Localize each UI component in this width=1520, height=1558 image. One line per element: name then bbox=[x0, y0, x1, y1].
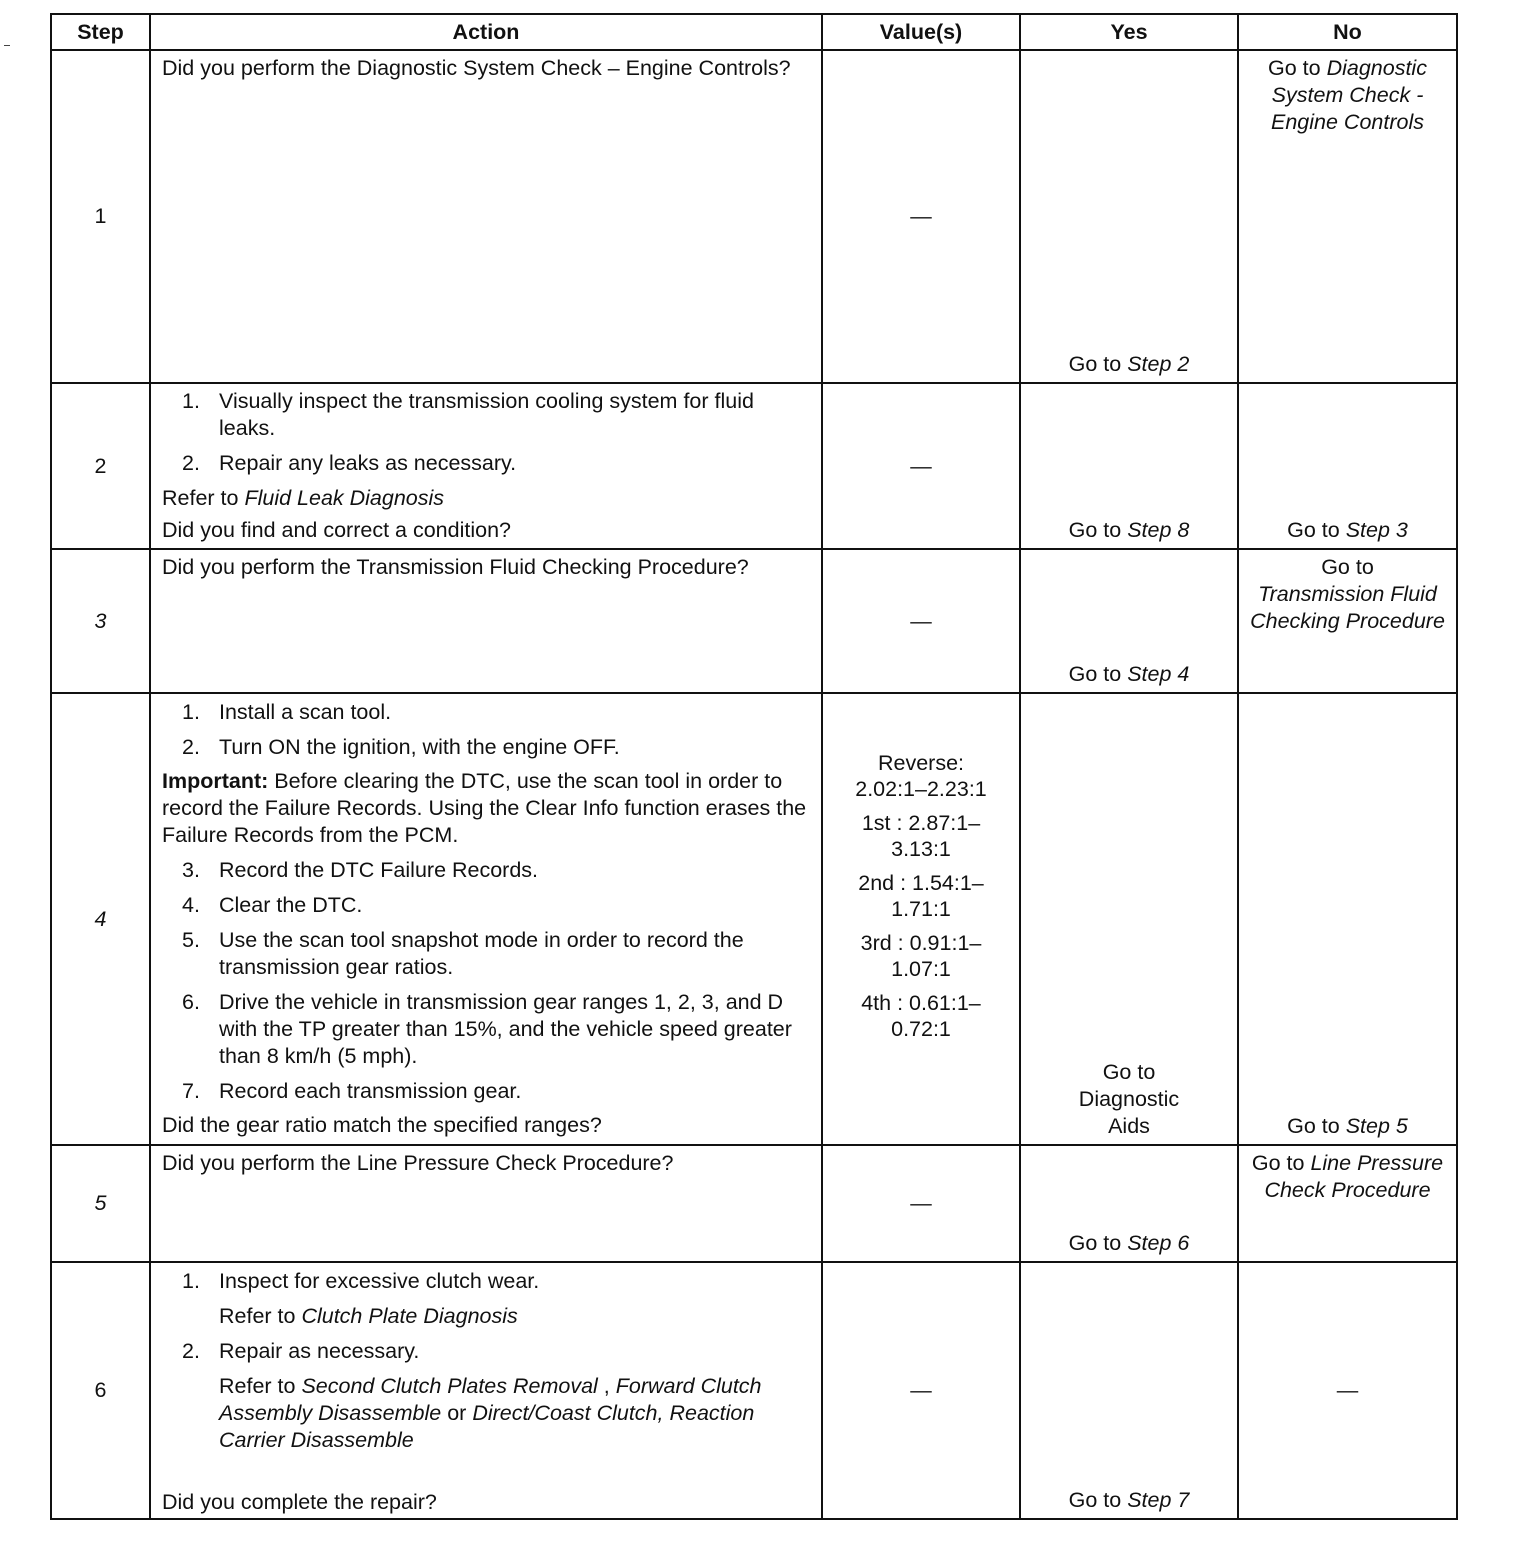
list-item: 1. Visually inspect the transmission cooling system for fluid leaks. bbox=[182, 389, 754, 440]
no-dash: — bbox=[1336, 1378, 1359, 1402]
refer-line: Refer to Fluid Leak Diagnosis bbox=[162, 486, 445, 510]
yes-link[interactable]: Step 7 bbox=[1127, 1488, 1190, 1512]
value-cell bbox=[822, 1145, 1020, 1262]
value-cell bbox=[822, 50, 1020, 383]
no-prefix: Go to bbox=[1268, 56, 1327, 80]
action-cell bbox=[150, 1262, 822, 1519]
no-link[interactable]: Diagnostic System Check - Engine Controls bbox=[1271, 56, 1427, 134]
yes-cell: Go to Step 6 bbox=[1020, 1145, 1238, 1262]
yes-cell: Go to Step 4 bbox=[1020, 549, 1238, 693]
yes-cell bbox=[1020, 50, 1238, 383]
step-number: 1 bbox=[51, 50, 150, 383]
no-prefix: Go to bbox=[1321, 555, 1374, 579]
gear-ratio: 2nd : 1.54:1–1.71:1 bbox=[858, 871, 984, 921]
table-row bbox=[51, 693, 1457, 1145]
refer-link[interactable]: Clutch Plate Diagnosis bbox=[301, 1304, 518, 1328]
no-cell: Go to Step 3 bbox=[1238, 383, 1457, 549]
yes-prefix: Go to bbox=[1068, 352, 1128, 376]
action-text: Did you perform the Diagnostic System Check – Engine Controls? bbox=[162, 56, 791, 80]
table-row bbox=[51, 383, 1457, 549]
list-item: 5. Use the scan tool snapshot mode in order to record the transmission gear ratios. bbox=[182, 928, 744, 979]
action-text: Did you perform the Transmission Fluid Checking Procedure? bbox=[162, 555, 749, 579]
refer-link[interactable]: Direct/Coast Clutch, Reaction Carrier Disassemble bbox=[219, 1401, 755, 1452]
diagnostic-table bbox=[50, 13, 1458, 1520]
list-item: 2. Repair as necessary. bbox=[182, 1339, 420, 1363]
value-dash: — bbox=[910, 608, 932, 633]
refer-link[interactable]: Fluid Leak Diagnosis bbox=[244, 486, 445, 510]
list-item: 2. Repair any leaks as necessary. bbox=[182, 451, 517, 475]
action-cell bbox=[150, 50, 822, 383]
table-row bbox=[51, 1262, 1457, 1519]
step-number: 4 bbox=[51, 693, 150, 1145]
step-number: 3 bbox=[51, 549, 150, 693]
question-text: Did the gear ratio match the specified ranges? bbox=[162, 1113, 602, 1137]
value-cell bbox=[822, 693, 1020, 1145]
value-cell bbox=[822, 383, 1020, 549]
value-dash: — bbox=[910, 204, 932, 228]
no-cell bbox=[1238, 1262, 1457, 1519]
step-number: 5 bbox=[51, 1145, 150, 1262]
yes-cell: Go to Step 7 bbox=[1020, 1262, 1238, 1519]
no-cell: Go to Line Pressure Check Procedure bbox=[1238, 1145, 1457, 1262]
action-cell bbox=[150, 383, 822, 549]
no-cell bbox=[1238, 50, 1457, 383]
gear-ratio: 3rd : 0.91:1–1.07:1 bbox=[860, 931, 982, 981]
header-yes: Yes bbox=[1020, 14, 1238, 50]
header-row bbox=[51, 14, 1457, 50]
action-cell bbox=[150, 693, 822, 1145]
action-cell bbox=[150, 549, 822, 693]
no-link[interactable]: Step 3 bbox=[1345, 518, 1408, 542]
no-cell: Go to Step 5 bbox=[1238, 693, 1457, 1145]
yes-cell bbox=[1020, 693, 1238, 1145]
list-item: 6. Drive the vehicle in transmission gear ranges 1, 2, 3, and D with the TP greater than 15%, and the vehicle speed greater than 8 km/h (5 mph). bbox=[182, 990, 792, 1068]
step-number: 2 bbox=[51, 383, 150, 549]
step-number: 6 bbox=[51, 1262, 150, 1519]
yes-link[interactable]: Step 4 bbox=[1127, 662, 1190, 686]
gear-ratio: 4th : 0.61:1–0.72:1 bbox=[861, 991, 981, 1041]
yes-link[interactable]: Go to Diagnostic Aids bbox=[1078, 1060, 1180, 1138]
value-dash: — bbox=[910, 1378, 932, 1402]
refer-line: Refer to Second Clutch Plates Removal , Forward Clutch Assembly Disassemble or Direct/Coast Clutch, Reaction Carrier Disassemble bbox=[219, 1374, 762, 1452]
value-dash: — bbox=[910, 1191, 932, 1215]
action-text: Did you perform the Line Pressure Check Procedure? bbox=[162, 1151, 674, 1175]
header-step: Step bbox=[51, 14, 150, 50]
no-link[interactable]: Line Pressure Check Procedure bbox=[1264, 1151, 1444, 1202]
value-cell bbox=[822, 549, 1020, 693]
no-link[interactable]: Step 5 bbox=[1345, 1114, 1408, 1138]
list-item: 1. Inspect for excessive clutch wear. bbox=[182, 1269, 540, 1293]
yes-link[interactable]: Step 2 bbox=[1127, 352, 1190, 376]
header-action: Action bbox=[150, 14, 822, 50]
table-row bbox=[51, 1145, 1457, 1262]
yes-cell: Go to Step 8 bbox=[1020, 383, 1238, 549]
yes-link[interactable]: Step 8 bbox=[1127, 518, 1190, 542]
table-row bbox=[51, 549, 1457, 693]
gear-ratio: Reverse: 2.02:1–2.23:1 bbox=[855, 751, 987, 801]
value-dash: — bbox=[910, 453, 932, 478]
no-cell bbox=[1238, 549, 1457, 693]
list-item: 3. Record the DTC Failure Records. bbox=[182, 858, 539, 882]
value-cell bbox=[822, 1262, 1020, 1519]
refer-line: Refer to Clutch Plate Diagnosis bbox=[219, 1304, 518, 1328]
gear-ratio: 1st : 2.87:1–3.13:1 bbox=[861, 811, 981, 861]
question-text: Did you find and correct a condition? bbox=[162, 518, 511, 542]
list-item: 7. Record each transmission gear. bbox=[182, 1079, 522, 1103]
action-cell bbox=[150, 1145, 822, 1262]
header-values: Value(s) bbox=[822, 14, 1020, 50]
table-row bbox=[51, 50, 1457, 383]
yes-link[interactable]: Step 6 bbox=[1127, 1231, 1190, 1255]
margin-mark bbox=[4, 45, 10, 46]
important-label: Important: bbox=[162, 769, 269, 793]
question-text: Did you complete the repair? bbox=[162, 1490, 437, 1514]
list-item: 4. Clear the DTC. bbox=[182, 893, 363, 917]
refer-link[interactable]: Second Clutch Plates Removal bbox=[301, 1374, 598, 1398]
list-item: 1. Install a scan tool. bbox=[182, 700, 392, 724]
no-link[interactable]: Transmission Fluid Checking Procedure bbox=[1250, 582, 1445, 633]
header-no: No bbox=[1238, 14, 1457, 50]
list-item: 2. Turn ON the ignition, with the engine OFF. bbox=[182, 735, 620, 759]
refer-link[interactable]: Forward Clutch Assembly Disassemble bbox=[219, 1374, 762, 1425]
important-note: Important: Before clearing the DTC, use the scan tool in order to record the Failure Records. Using the Clear Info function erases the Failure Records from the PCM. bbox=[162, 769, 807, 847]
